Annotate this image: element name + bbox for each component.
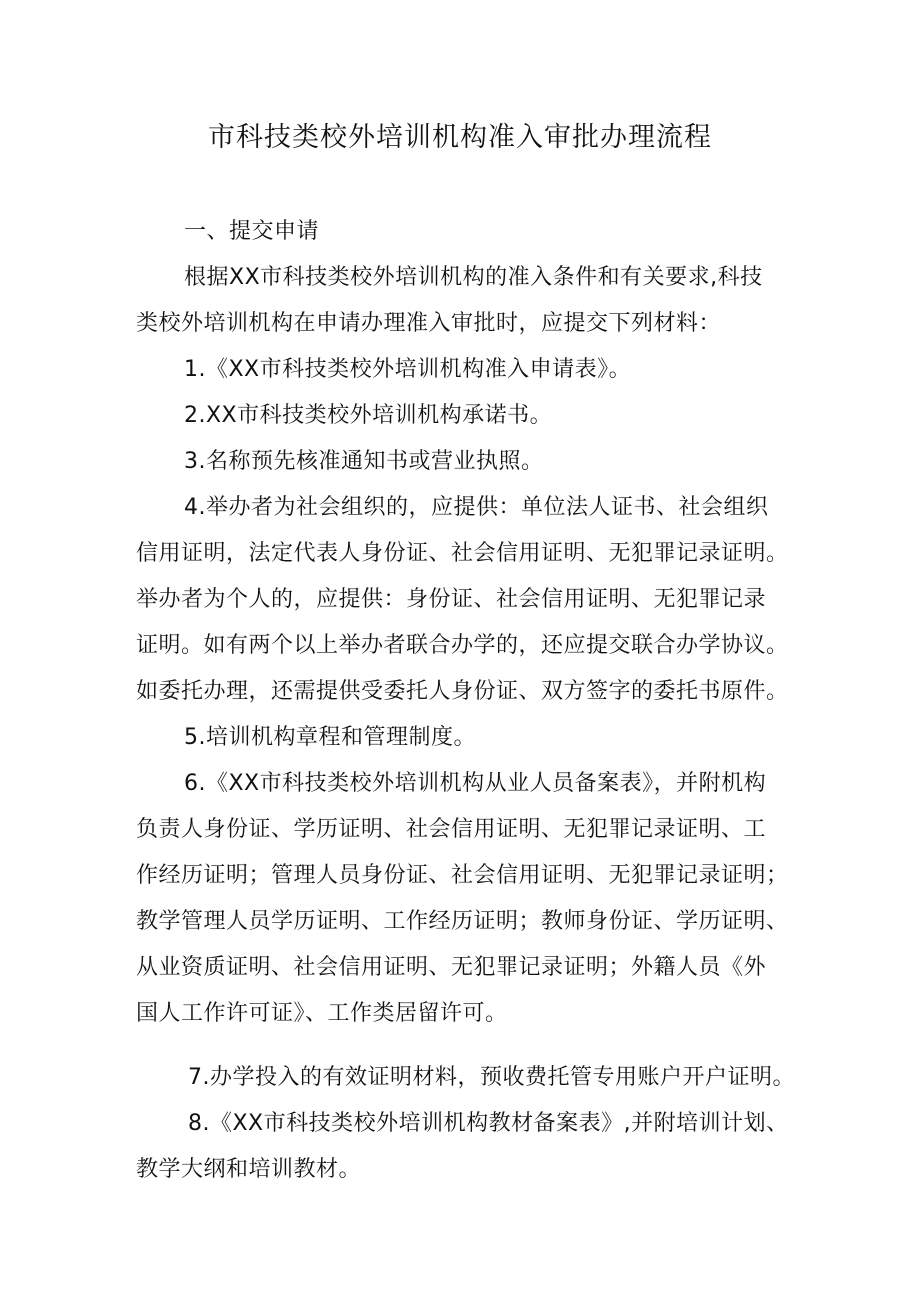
list-item-4-line: 如委托办理，还需提供受委托人身份证、双方签字的委托书原件。 xyxy=(136,679,789,704)
list-item-6-line: 负责人身份证、学历证明、社会信用证明、无犯罪记录证明、工 xyxy=(136,817,767,842)
list-item-4-line: 信用证明，法定代表人身份证、社会信用证明、无犯罪记录证明。 xyxy=(136,541,789,566)
list-item-6-line: 教学管理人员学历证明、工作经历证明；教师身份证、学历证明、 xyxy=(136,909,789,934)
list-item-5: 5.培训机构章程和管理制度。 xyxy=(184,725,476,750)
list-item-1: 1.《XX市科技类校外培训机构准入申请表》。 xyxy=(184,357,632,382)
list-item-6-line: 作经历证明；管理人员身份证、社会信用证明、无犯罪记录证明； xyxy=(136,863,789,888)
list-item-6-line: 6.《XX市科技类校外培训机构从业人员备案表》，并附机构 xyxy=(184,771,767,796)
intro-line-1: 根据XX市科技类校外培训机构的准入条件和有关要求,科技 xyxy=(184,265,763,290)
intro-line-2: 类校外培训机构在申请办理准入审批时，应提交下列材料： xyxy=(136,311,722,336)
list-item-4-line: 举办者为个人的，应提供：身份证、社会信用证明、无犯罪记录 xyxy=(136,587,767,612)
list-item-4-line: 4.举办者为社会组织的，应提供：单位法人证书、社会组织 xyxy=(184,495,769,520)
list-item-3: 3.名称预先核准通知书或营业执照。 xyxy=(184,449,544,474)
section-heading: 一、提交申请 xyxy=(184,219,320,244)
list-item-6-line: 国人工作许可证》、工作类居留许可。 xyxy=(136,1001,508,1026)
list-item-7: 7.办学投入的有效证明材料，预收费托管专用账户开户证明。 xyxy=(188,1065,795,1090)
list-item-4-line: 证明。如有两个以上举办者联合办学的，还应提交联合办学协议。 xyxy=(136,633,789,658)
list-item-8-line: 教学大纲和培训教材。 xyxy=(136,1157,362,1182)
list-item-6-line: 从业资质证明、社会信用证明、无犯罪记录证明；外籍人员《外 xyxy=(136,955,767,980)
list-item-8-line: 8.《XX市科技类校外培训机构教材备案表》,并附培训计划、 xyxy=(188,1111,789,1136)
document-title: 市科技类校外培训机构准入审批办理流程 xyxy=(208,122,712,153)
list-item-2: 2.XX市科技类校外培训机构承诺书。 xyxy=(184,403,553,428)
